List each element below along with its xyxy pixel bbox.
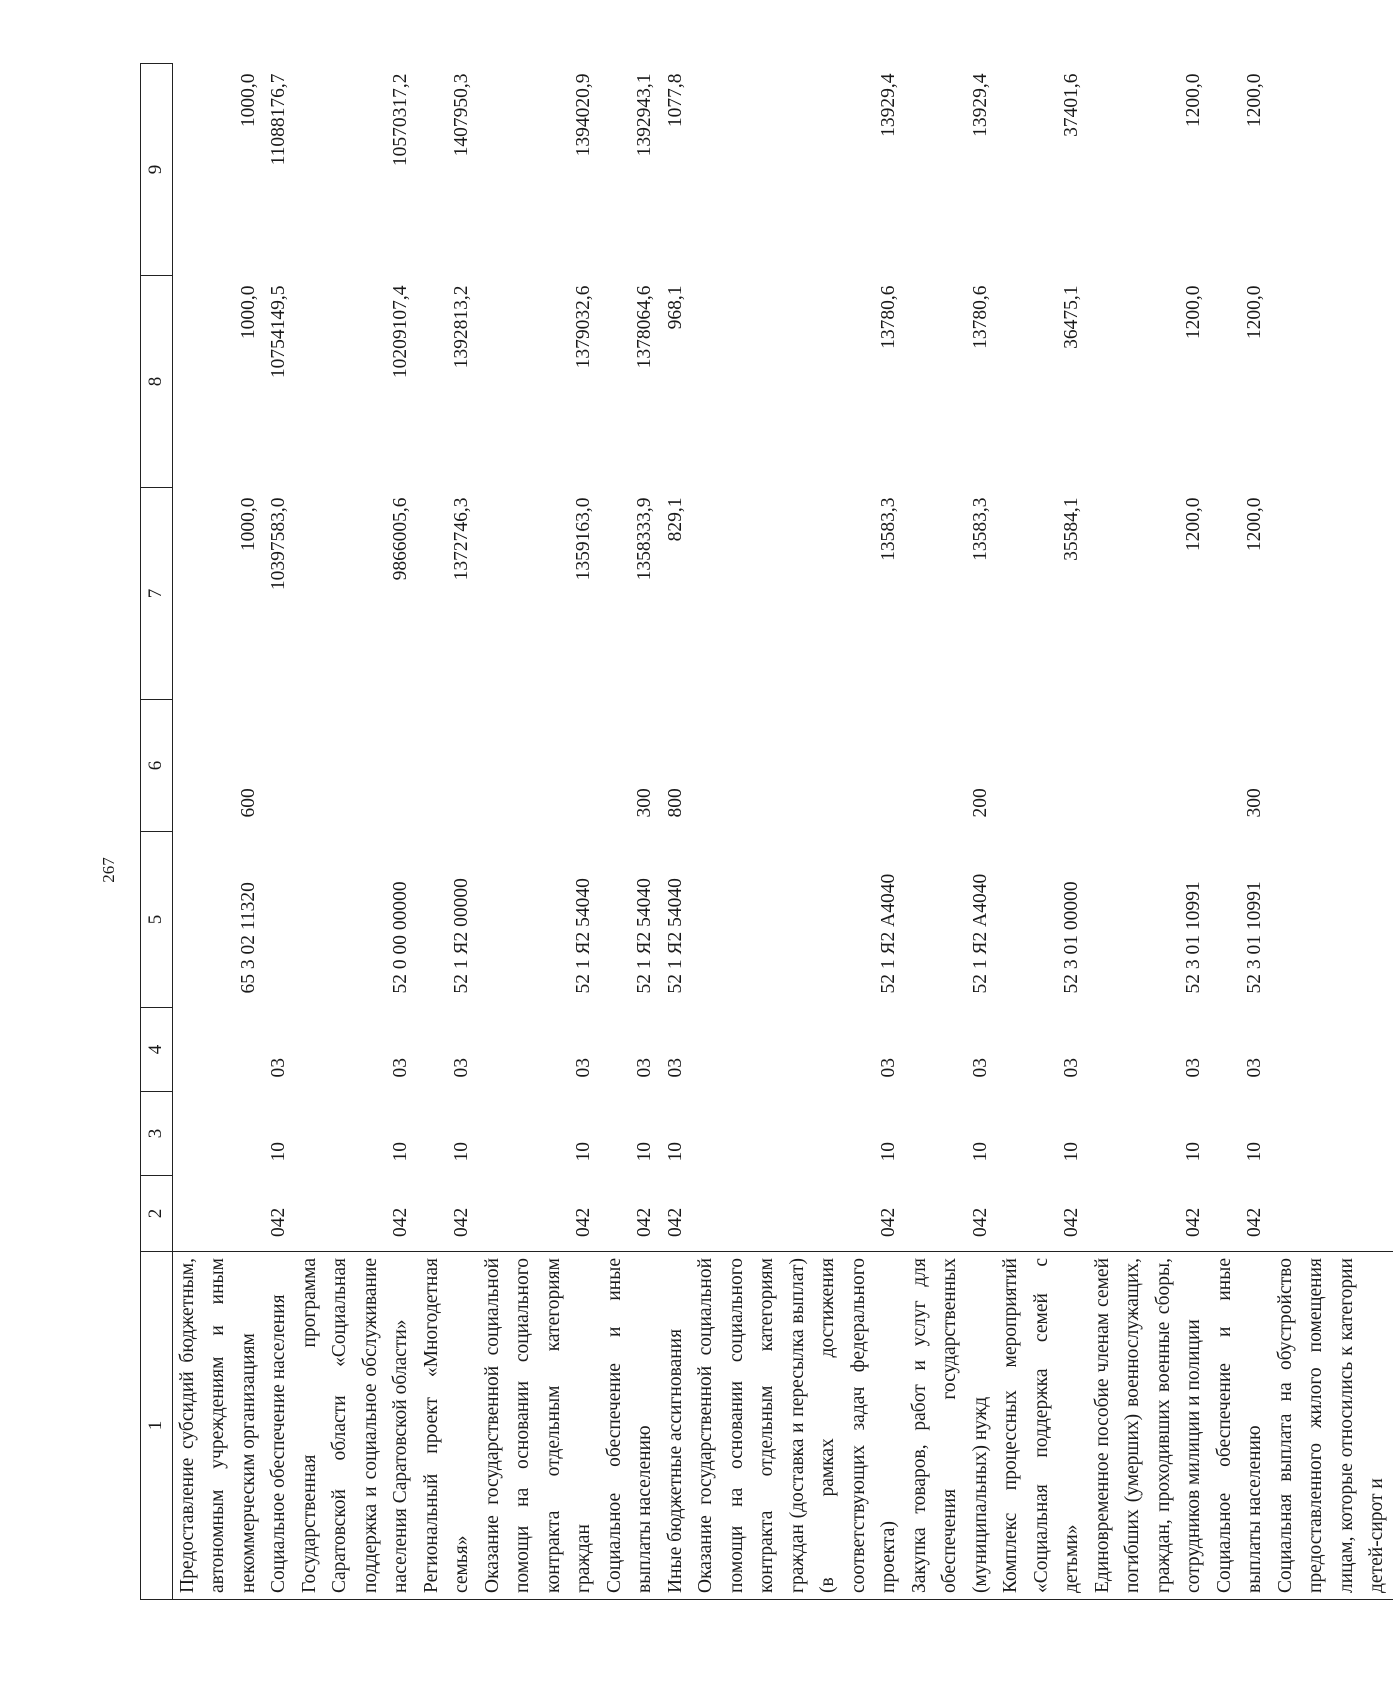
row-cell-col-3: 10 <box>1183 1142 1204 1162</box>
row-cell-col-8: 1379032,6 <box>573 285 594 369</box>
row-cell-col-7 <box>1271 488 1393 700</box>
row-cell-col-6: 800 <box>664 788 686 818</box>
col-header-6: 6 <box>141 700 173 832</box>
row-cell-col-9: 1077,8 <box>664 73 686 128</box>
col-header-7: 7 <box>141 488 173 700</box>
row-cell-col-3 <box>172 1092 264 1176</box>
row-description: Оказание государственной социальной помощи на основании социального контракта отдельным категориям граждан (доставка и пересылка выплат) (в рамках достижения соответствующих задач федерального проекта) <box>691 1252 905 1600</box>
row-cell-col-7: 1358333,9 <box>634 497 655 581</box>
row-cell-col-4 <box>172 1008 264 1092</box>
row-description: Иные бюджетные ассигнования <box>661 1252 692 1600</box>
row-cell-col-3: 10 <box>1244 1142 1265 1162</box>
row-cell-col-6: 200 <box>969 788 991 818</box>
row-cell-col-2: 042 <box>573 1207 594 1237</box>
col-header-8: 8 <box>141 276 173 488</box>
table-row <box>1271 64 1393 1600</box>
row-cell-col-2: 042 <box>1061 1207 1082 1237</box>
row-cell-col-5: 52 3 01 00000 <box>1061 881 1082 994</box>
row-cell-col-3: 10 <box>878 1142 899 1162</box>
row-cell-col-7: 829,1 <box>664 497 686 542</box>
row-cell-col-4: 03 <box>969 1058 991 1078</box>
row-cell-col-9: 1392943,1 <box>634 73 655 157</box>
table-row <box>478 64 600 1600</box>
row-cell-col-5: 52 3 01 10991 <box>1244 881 1265 994</box>
row-cell-col-7: 1372746,3 <box>451 497 472 581</box>
row-cell-col-4: 03 <box>1183 1058 1204 1078</box>
row-description: Предоставление субсидий бюджетным, автономным учреждениям и иным некоммерческим организациям <box>172 1252 264 1600</box>
page-number: 267 <box>99 857 118 883</box>
row-cell-col-4: 03 <box>390 1058 411 1078</box>
row-description: Социальное обеспечение населения <box>264 1252 295 1600</box>
row-cell-col-6 <box>1271 700 1393 832</box>
row-cell-col-8: 1378064,6 <box>634 285 655 369</box>
row-cell-col-4: 03 <box>664 1058 686 1078</box>
row-cell-col-9: 1407950,3 <box>451 73 472 157</box>
row-cell-col-9: 37401,6 <box>1061 73 1082 137</box>
row-description: Единовременное пособие членам семей погибших (умерших) военнослужащих, граждан, проходивших военные сборы, сотрудников милиции и полиции <box>1088 1252 1210 1600</box>
row-description: Социальное обеспечение и иные выплаты населению <box>1210 1252 1271 1600</box>
row-description: Закупка товаров, работ и услуг для обеспечения государственных (муниципальных) нужд <box>905 1252 997 1600</box>
row-cell-col-8: 968,1 <box>664 285 686 330</box>
row-cell-col-4: 03 <box>1061 1058 1082 1078</box>
row-cell-col-4: 03 <box>573 1058 594 1078</box>
row-cell-col-8: 1200,0 <box>1244 285 1265 340</box>
table-row <box>1088 64 1210 1600</box>
row-description: Социальная выплата на обустройство предоставленного жилого помещения лицам, которые относились к категории детей-сирот и <box>1271 1252 1393 1600</box>
rotated-page <box>140 64 1387 1600</box>
row-cell-col-2: 042 <box>878 1207 899 1237</box>
row-cell-col-2 <box>172 1176 264 1252</box>
row-cell-col-3: 10 <box>390 1142 411 1162</box>
table-row <box>691 64 905 1600</box>
row-cell-col-3: 10 <box>451 1142 472 1162</box>
row-cell-col-5: 52 1 Я2 А4040 <box>969 873 991 994</box>
row-cell-col-8: 36475,1 <box>1061 285 1082 349</box>
row-cell-col-9: 10570317,2 <box>390 73 411 167</box>
row-cell-col-8: 1200,0 <box>1183 285 1204 340</box>
row-cell-col-5: 52 1 Я2 54040 <box>664 878 686 994</box>
row-cell-col-3: 10 <box>634 1142 655 1162</box>
row-cell-col-5: 65 3 02 11320 <box>237 882 259 994</box>
budget-table <box>140 63 1393 1600</box>
row-cell-col-8: 1000,0 <box>237 285 259 340</box>
row-cell-col-7: 1200,0 <box>1244 497 1265 552</box>
row-description: Комплекс процессных мероприятий «Социальная поддержка семей с детьми» <box>996 1252 1088 1600</box>
row-cell-col-5: 52 0 00 00000 <box>390 881 411 994</box>
row-cell-col-2: 042 <box>969 1207 991 1237</box>
row-cell-col-2: 042 <box>634 1207 655 1237</box>
row-cell-col-6 <box>996 700 1088 832</box>
row-cell-col-6: 300 <box>1244 788 1265 818</box>
table-row <box>600 64 661 1600</box>
row-cell-col-8: 1392813,2 <box>451 285 472 369</box>
col-header-2: 2 <box>141 1176 173 1252</box>
row-cell-col-7: 35584,1 <box>1061 497 1082 561</box>
row-cell-col-8: 10209107,4 <box>390 285 411 379</box>
row-cell-col-5 <box>264 832 295 1008</box>
row-cell-col-3: 10 <box>1061 1142 1082 1162</box>
row-cell-col-5: 52 1 Я2 54040 <box>634 878 655 994</box>
row-cell-col-5: 52 3 01 10991 <box>1183 881 1204 994</box>
table-row <box>295 64 417 1600</box>
row-cell-col-7: 1200,0 <box>1183 497 1204 552</box>
row-description: Региональный проект «Многодетная семья» <box>417 1252 478 1600</box>
col-header-5: 5 <box>141 832 173 1008</box>
row-cell-col-6 <box>295 700 417 832</box>
row-cell-col-6 <box>417 700 478 832</box>
row-cell-col-4: 03 <box>1244 1058 1265 1078</box>
row-cell-col-8: 13780,6 <box>969 285 991 349</box>
row-cell-col-7: 10397583,0 <box>268 497 289 591</box>
row-cell-col-6 <box>691 700 905 832</box>
row-cell-col-4: 03 <box>451 1058 472 1078</box>
row-cell-col-3 <box>1271 1092 1393 1176</box>
row-cell-col-2: 042 <box>390 1207 411 1237</box>
row-cell-col-6: 300 <box>634 788 655 818</box>
row-cell-col-2: 042 <box>664 1207 686 1237</box>
row-cell-col-7: 1359163,0 <box>573 497 594 581</box>
row-cell-col-4: 03 <box>268 1058 289 1078</box>
row-cell-col-8 <box>1271 276 1393 488</box>
row-cell-col-7: 1000,0 <box>237 497 259 552</box>
row-cell-col-2: 042 <box>1183 1207 1204 1237</box>
budget-table-sheet <box>140 64 1387 1600</box>
row-cell-col-2: 042 <box>268 1207 289 1237</box>
row-cell-col-3: 10 <box>969 1142 991 1162</box>
col-header-4: 4 <box>141 1008 173 1092</box>
row-cell-col-9: 13929,4 <box>878 73 899 137</box>
row-cell-col-5: 52 1 Я2 А4040 <box>878 873 899 994</box>
table-row <box>264 64 295 1600</box>
col-header-3: 3 <box>141 1092 173 1176</box>
row-cell-col-6 <box>264 700 295 832</box>
row-cell-col-5: 52 1 Я2 54040 <box>573 878 594 994</box>
row-cell-col-9: 11088176,7 <box>268 73 289 166</box>
row-cell-col-4: 03 <box>634 1058 655 1078</box>
table-row <box>172 64 264 1600</box>
table-row <box>417 64 478 1600</box>
row-description: Социальное обеспечение и иные выплаты населению <box>600 1252 661 1600</box>
row-cell-col-9: 1394020,9 <box>573 73 594 157</box>
row-description: Государственная программа Саратовской области «Социальная поддержка и социальное обслуживание населения Саратовской области» <box>295 1252 417 1600</box>
table-row <box>661 64 692 1600</box>
row-cell-col-8: 10754149,5 <box>268 285 289 379</box>
row-cell-col-9: 1200,0 <box>1183 73 1204 128</box>
row-description: Оказание государственной социальной помощи на основании социального контракта отдельным категориям граждан <box>478 1252 600 1600</box>
row-cell-col-7: 13583,3 <box>969 497 991 561</box>
table-row <box>905 64 997 1600</box>
row-cell-col-2: 042 <box>1244 1207 1265 1237</box>
row-cell-col-5: 52 1 Я2 00000 <box>451 878 472 994</box>
row-cell-col-3: 10 <box>573 1142 594 1162</box>
row-cell-col-9: 13929,4 <box>969 73 991 137</box>
table-row <box>996 64 1088 1600</box>
row-cell-col-2: 042 <box>451 1207 472 1237</box>
row-cell-col-6 <box>478 700 600 832</box>
col-header-1: 1 <box>141 1252 173 1600</box>
row-cell-col-9: 1200,0 <box>1244 73 1265 128</box>
row-cell-col-3: 10 <box>268 1142 289 1162</box>
row-cell-col-7: 9866005,6 <box>390 497 411 581</box>
header-row <box>141 64 173 1600</box>
row-cell-col-6: 600 <box>237 788 259 818</box>
row-cell-col-5 <box>1271 832 1393 1008</box>
row-cell-col-3: 10 <box>664 1142 686 1162</box>
row-cell-col-4 <box>1271 1008 1393 1092</box>
row-cell-col-6 <box>1088 700 1210 832</box>
row-cell-col-7: 13583,3 <box>878 497 899 561</box>
row-cell-col-8: 13780,6 <box>878 285 899 349</box>
row-cell-col-9 <box>1271 64 1393 276</box>
row-cell-col-9: 1000,0 <box>237 73 259 128</box>
row-cell-col-2 <box>1271 1176 1393 1252</box>
table-row <box>1210 64 1271 1600</box>
col-header-9: 9 <box>141 64 173 276</box>
row-cell-col-4: 03 <box>878 1058 899 1078</box>
